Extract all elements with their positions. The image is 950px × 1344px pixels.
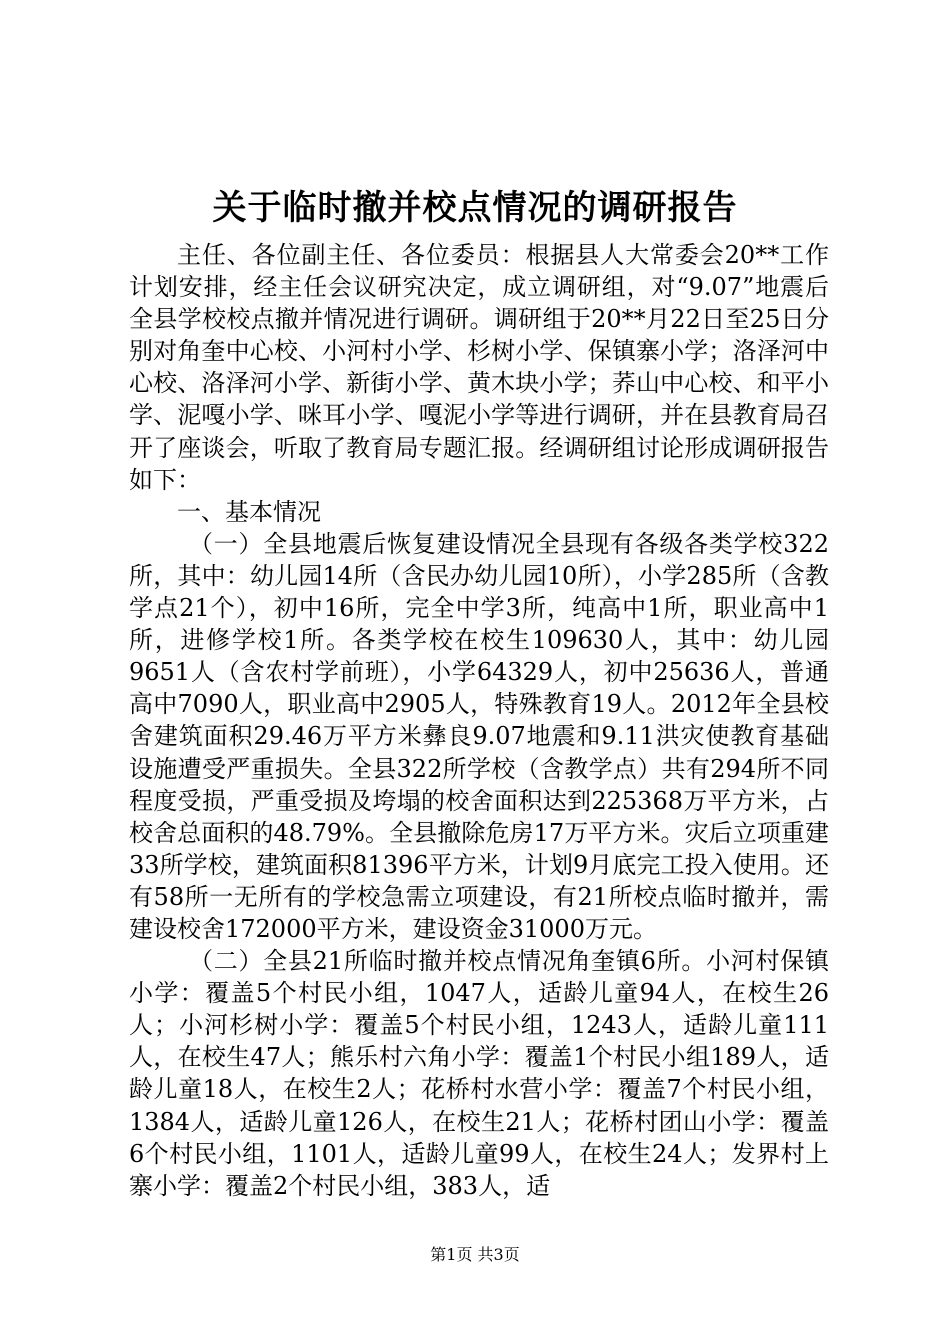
page-footer: 第1页 共3页: [430, 1245, 520, 1264]
document-title: 关于临时撤并校点情况的调研报告: [212, 188, 738, 228]
document-body: [129, 239, 829, 1202]
subsection-paragraph-2: （二）全县21所临时撤并校点情况角奎镇6所。小河村保镇小学：覆盖5个村民小组，1047人，适龄儿童94人，在校生26人；小河杉树小学：覆盖5个村民小组，1243人，适龄儿童111人，在校生47人；熊乐村六角小学：覆盖1个村民小组189人，适龄儿童18人，在校生2人；花桥村水营小学：覆盖7个村民小组，1384人，适龄儿童126人，在校生21人；花桥村团山小学：覆盖6个村民小组，1101人，适龄儿童99人，在校生24人；发界村上寨小学：覆盖2个村民小组，383人，适: [129, 947, 829, 1200]
intro-paragraph: 主任、各位副主任、各位委员：根据县人大常委会20**工作计划安排，经主任会议研究决定，成立调研组，对“9.07”地震后全县学校校点撤并情况进行调研。调研组于20**月22日至25日分别对角奎中心校、小河村小学、杉树小学、保镇寨小学；洛泽河中心校、洛泽河小学、新街小学、黄木块小学；荞山中心校、和平小学、泥嘎小学、咪耳小学、嘎泥小学等进行调研，并在县教育局召开了座谈会，听取了教育局专题汇报。经调研组讨论形成调研报告如下：: [129, 241, 829, 494]
subsection-paragraph-1: （一）全县地震后恢复建设情况全县现有各级各类学校322所，其中：幼儿园14所（含民办幼儿园10所），小学285所（含教学点21个），初中16所，完全中学3所，纯高中1所，职业高中1所，进修学校1所。各类学校在校生109630人，其中：幼儿园9651人（含农村学前班），小学64329人，初中25636人，普通高中7090人，职业高中2905人，特殊教育19人。2012年全县校舍建筑面积29.46万平方米彝良9.07地震和9.11洪灾使教育基础设施遭受严重损失。全县322所学校（含教学点）共有294所不同程度受损，严重受损及垮塌的校舍面积达到225368万平方米，占校舍总面积的48.79%。全县撤除危房17万平方米。灾后立项重建33所学校，建筑面积81396平方米，计划9月底完工投入使用。还有58所一无所有的学校急需立项建设，有21所校点临时撤并，需建设校舍172000平方米，建设资金31000万元。: [129, 529, 829, 943]
section-heading: 一、基本情况: [177, 497, 321, 526]
